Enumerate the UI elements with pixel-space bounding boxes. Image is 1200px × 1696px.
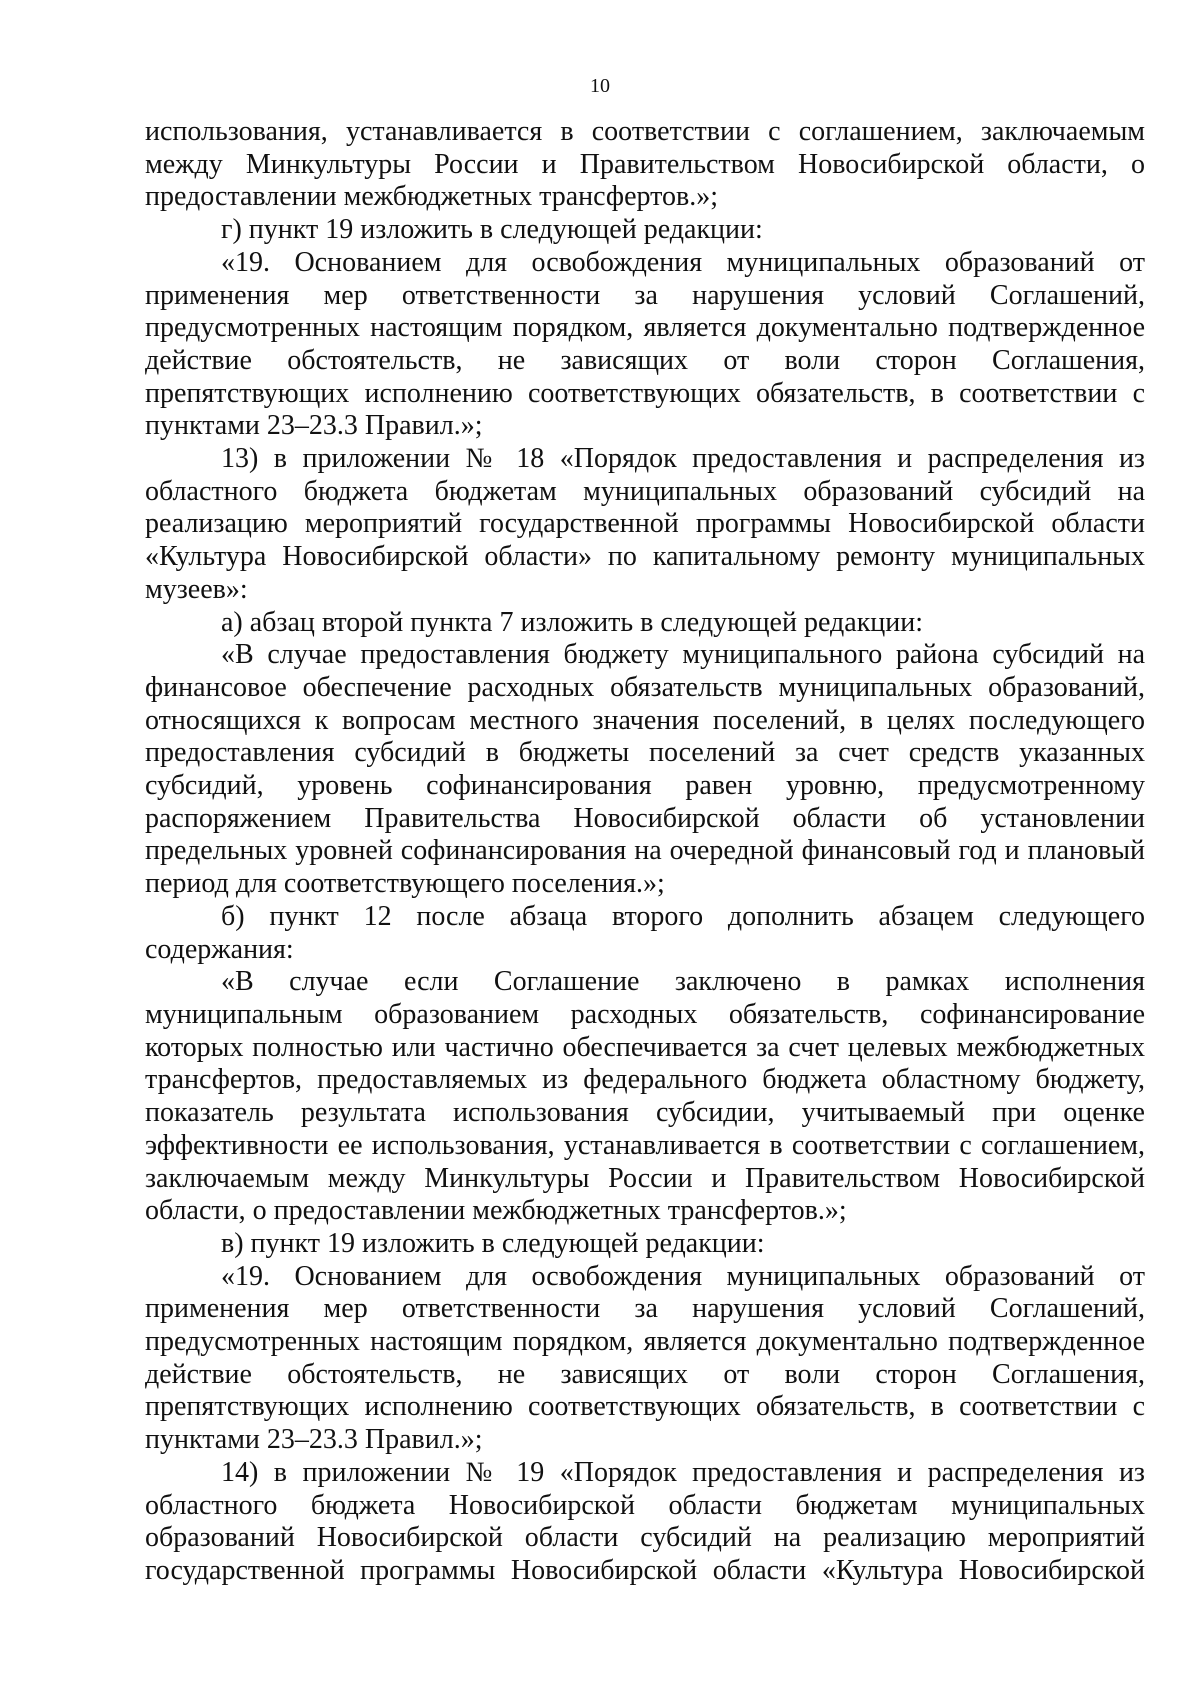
document-body <box>145 116 1145 1588</box>
paragraph: г) пункт 19 изложить в следующей редакции: <box>221 214 763 246</box>
paragraph: а) абзац второй пункта 7 изложить в следующей редакции: <box>221 606 924 638</box>
paragraph: «В случае предоставления бюджету муниципального района субсидий на финансовое обеспечение расходных обязательств муниципальных образований, относящихся к вопросам местного значения поселений, в целях последующего предоставления субсидий в бюджеты поселений за счет средств указанных субсидий, уровень софинансирования равен уровню, предусмотренному распоряжением Правительства Новосибирской области об установлении предельных уровней софинансирования на очередной финансовый год и плановый период для соответствующего поселения.»; <box>145 639 1145 900</box>
paragraph: использования, устанавливается в соответствии с соглашением, заключаемым между Минкультуры России и Правительством Новосибирской области, о предоставлении межбюджетных трансфертов.»; <box>145 116 1145 213</box>
paragraph: в) пункт 19 изложить в следующей редакции: <box>221 1227 765 1259</box>
paragraph: 13) в приложении № 18 «Порядок предоставления и распределения из областного бюджета бюджетам муниципальных образований субсидий на реализацию мероприятий государственной программы Новосибирской области «Культура Новосибирской области» по капитальному ремонту муниципальных музеев»: <box>145 443 1145 605</box>
paragraph: «19. Основанием для освобождения муниципальных образований от применения мер ответственности за нарушения условий Соглашений, предусмотренных настоящим порядком, является документально подтвержденное действие обстоятельств, не зависящих от воли сторон Соглашения, препятствующих исполнению соответствующих обязательств, в соответствии с пунктами 23–23.3 Правил.»; <box>145 1260 1145 1456</box>
paragraph: «19. Основанием для освобождения муниципальных образований от применения мер ответственности за нарушения условий Соглашений, предусмотренных настоящим порядком, является документально подтвержденное действие обстоятельств, не зависящих от воли сторон Соглашения, препятствующих исполнению соответствующих обязательств, в соответствии с пунктами 23–23.3 Правил.»; <box>145 246 1145 442</box>
paragraph: 14) в приложении № 19 «Порядок предоставления и распределения из областного бюджета Новосибирской области бюджетам муниципальных образований Новосибирской области субсидий на реализацию мероприятий государственной программы Новосибирской области «Культура Новосибирской <box>145 1456 1145 1586</box>
paragraph: б) пункт 12 после абзаца второго дополнить абзацем следующего содержания: <box>145 900 1145 965</box>
paragraph: «В случае если Соглашение заключено в рамках исполнения муниципальным образованием расходных обязательств, софинансирование которых полностью или частично обеспечивается за счет целевых межбюджетных трансфертов, предоставляемых из федерального бюджета областному бюджету, показатель результата использования субсидии, учитываемый при оценке эффективности ее использования, устанавливается в соответствии с соглашением, заключаемым между Минкультуры России и Правительством Новосибирской области, о предоставлении межбюджетных трансфертов.»; <box>145 966 1145 1227</box>
page-number: 10 <box>590 75 610 97</box>
